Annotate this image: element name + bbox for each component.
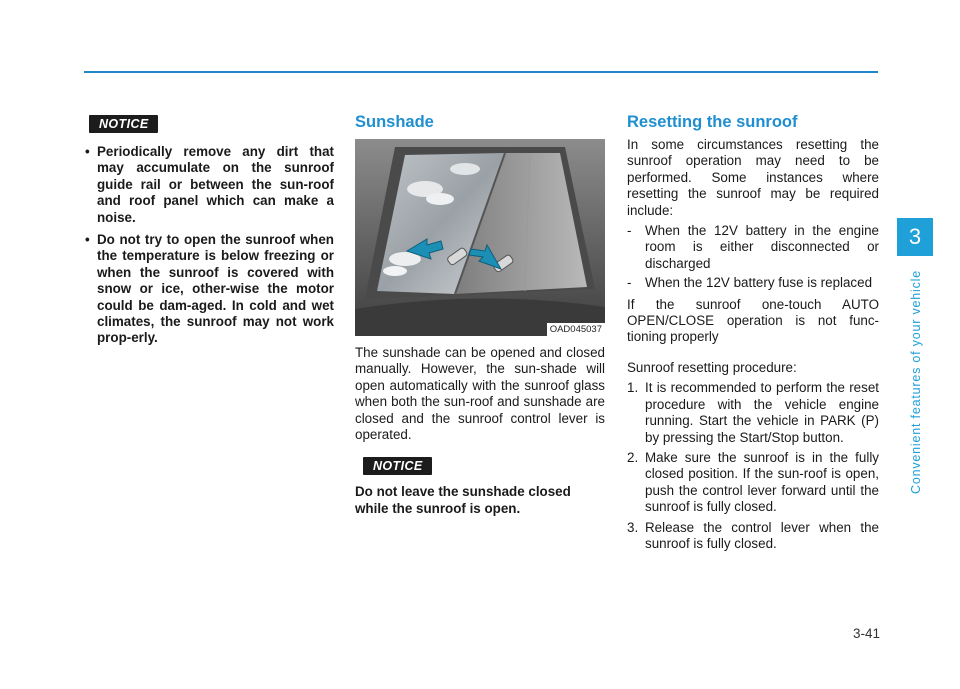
figure-code: OAD045037 [547,323,605,336]
procedure-title: Sunroof resetting procedure: [627,359,797,375]
reset-heading: Resetting the sunroof [627,113,798,131]
step-number: 2. [627,449,639,465]
step-text: Make sure the sunroof is in the fully closed position. If the sun-roof is open, push the control lever forward until the sunroof is fully closed. [645,449,879,515]
procedure-step [627,380,879,446]
notice-badge: NOTICE [89,115,158,133]
column-reset [627,112,879,556]
step-text: It is recommended to perform the reset procedure with the vehicle engine running. Start the vehicle in PARK (P) by pressing the Start/Stop button. [645,380,879,445]
chapter-title: Convenient features of your vehicle [909,270,923,494]
sunshade-paragraph: The sunshade can be opened and closed manually. However, the sun-shade will open automatically with the sunroof glass when both the sun-roof and sunshade are closed and the sunroof control lever is operated. [355,345,605,443]
chapter-number-tab: 3 [897,218,933,256]
page-number: 3-41 [852,626,880,641]
notice-bullet-list [84,144,334,347]
sunshade-warning: Do not leave the sunshade closed while the sunroof is open. [355,484,571,516]
notice-bullet: • Do not try to open the sunroof when the temperature is below freezing or when the sunroof is covered with snow or ice, other-wise the motor could be dam-aged. In cold and wet climates, the sunroof may not work prop-erly. [84,232,334,347]
procedure-steps [627,380,879,552]
notice-badge: NOTICE [363,457,432,475]
procedure-step [627,520,879,553]
step-text: Release the control lever when the sunroof is fully closed. [645,519,879,551]
reset-condition: - When the 12V battery in the engine room is either disconnected or discharged [627,223,879,272]
reset-intro: In some circumstances resetting the sunroof operation may need to be performed. Some instances where resetting the sunroof may be required include: [627,137,879,218]
sunroof-photo [355,139,605,336]
column-sunshade [355,112,605,517]
notice-bullet: • Periodically remove any dirt that may accumulate on the sunroof guide rail or between the sun-roof and roof panel which can make a noise. [84,144,334,226]
procedure-step [627,450,879,516]
reset-condition-extra: If the sunroof one-touch AUTO OPEN/CLOSE operation is not func-tioning properly [627,296,879,345]
chapter-side-title [896,262,936,502]
header-rule [84,71,878,73]
sunshade-illustration [355,139,605,336]
step-number: 3. [627,519,639,535]
sunshade-heading: Sunshade [355,113,434,131]
reset-condition: - When the 12V battery fuse is replaced [627,275,879,291]
reset-condition-list [627,223,879,292]
step-number: 1. [627,380,639,396]
column-notices [84,112,334,353]
